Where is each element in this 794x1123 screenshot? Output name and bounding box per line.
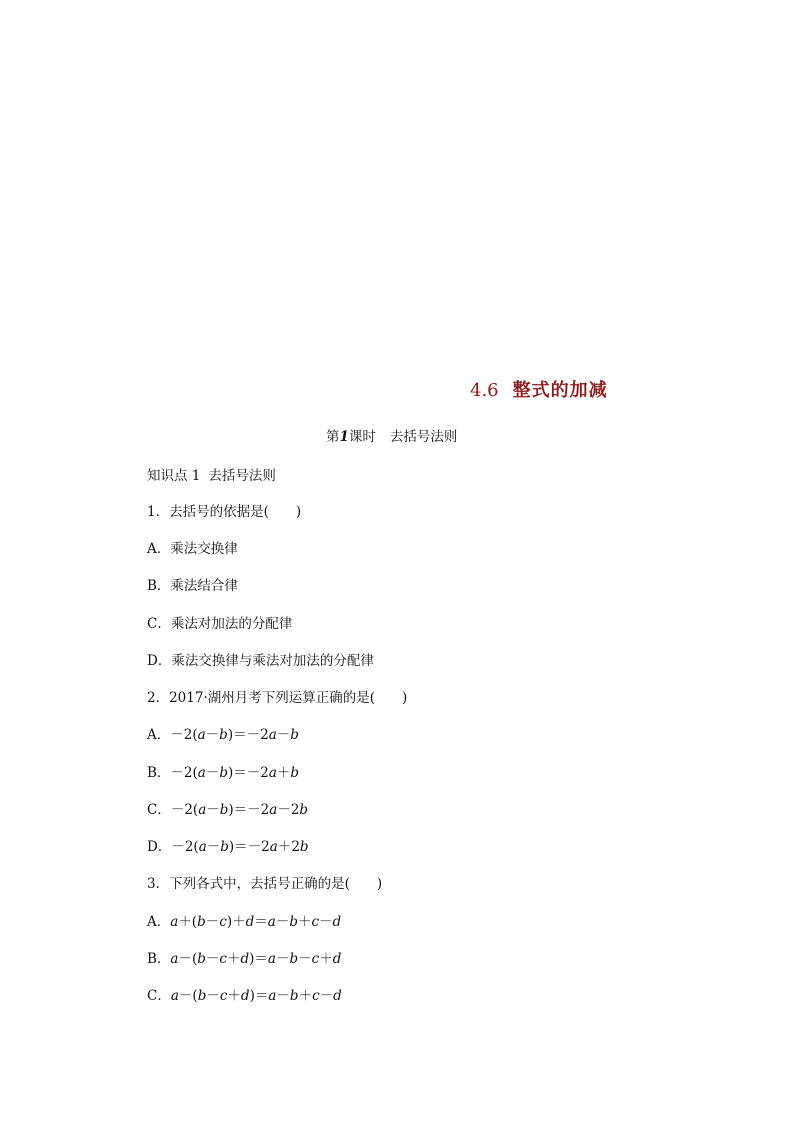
question-1-option-d: D．乘法交换律与乘法对加法的分配律 <box>147 653 374 669</box>
knowledge-point-name: 去括号法则 <box>208 468 276 484</box>
question-3-option-a: A．a＋(b－c)＋d＝a－b＋c－d <box>147 914 342 930</box>
section-number: 4.6 <box>470 380 499 401</box>
question-1-option-c: C．乘法对加法的分配律 <box>147 616 293 632</box>
question-2-option-b: B．－2(a－b)＝－2a＋b <box>147 765 300 781</box>
lesson-prefix: 第 <box>326 429 340 445</box>
question-1-stem: 1．去括号的依据是( ) <box>147 504 302 520</box>
section-title <box>470 376 608 402</box>
question-2-option-a: A．－2(a－b)＝－2a－b <box>147 727 299 743</box>
question-3-option-c: C．a－(b－c＋d)＝a－b＋c－d <box>147 988 342 1004</box>
section-title-text: 整式的加减 <box>512 380 608 401</box>
lesson-number: 1 <box>339 429 349 445</box>
question-2-stem: 2．2017·湖州月考下列运算正确的是( ) <box>147 690 408 706</box>
lesson-label <box>326 429 376 445</box>
question-1-option-a: A．乘法交换律 <box>147 541 238 557</box>
lesson-topic: 去括号法则 <box>389 429 458 445</box>
question-1-option-b: B．乘法结合律 <box>147 578 238 594</box>
question-2-option-c: C．－2(a－b)＝－2a－2b <box>147 802 309 818</box>
knowledge-point <box>147 464 276 484</box>
question-2-option-d: D．－2(a－b)＝－2a＋2b <box>147 839 309 855</box>
lesson-subtitle <box>326 425 457 445</box>
lesson-suffix: 课时 <box>348 429 376 445</box>
question-3-stem: 3．下列各式中，去括号正确的是( ) <box>147 876 383 892</box>
knowledge-point-label: 知识点 1 <box>147 468 201 484</box>
question-3-option-b: B．a－(b－c＋d)＝a－b－c＋d <box>147 951 342 967</box>
